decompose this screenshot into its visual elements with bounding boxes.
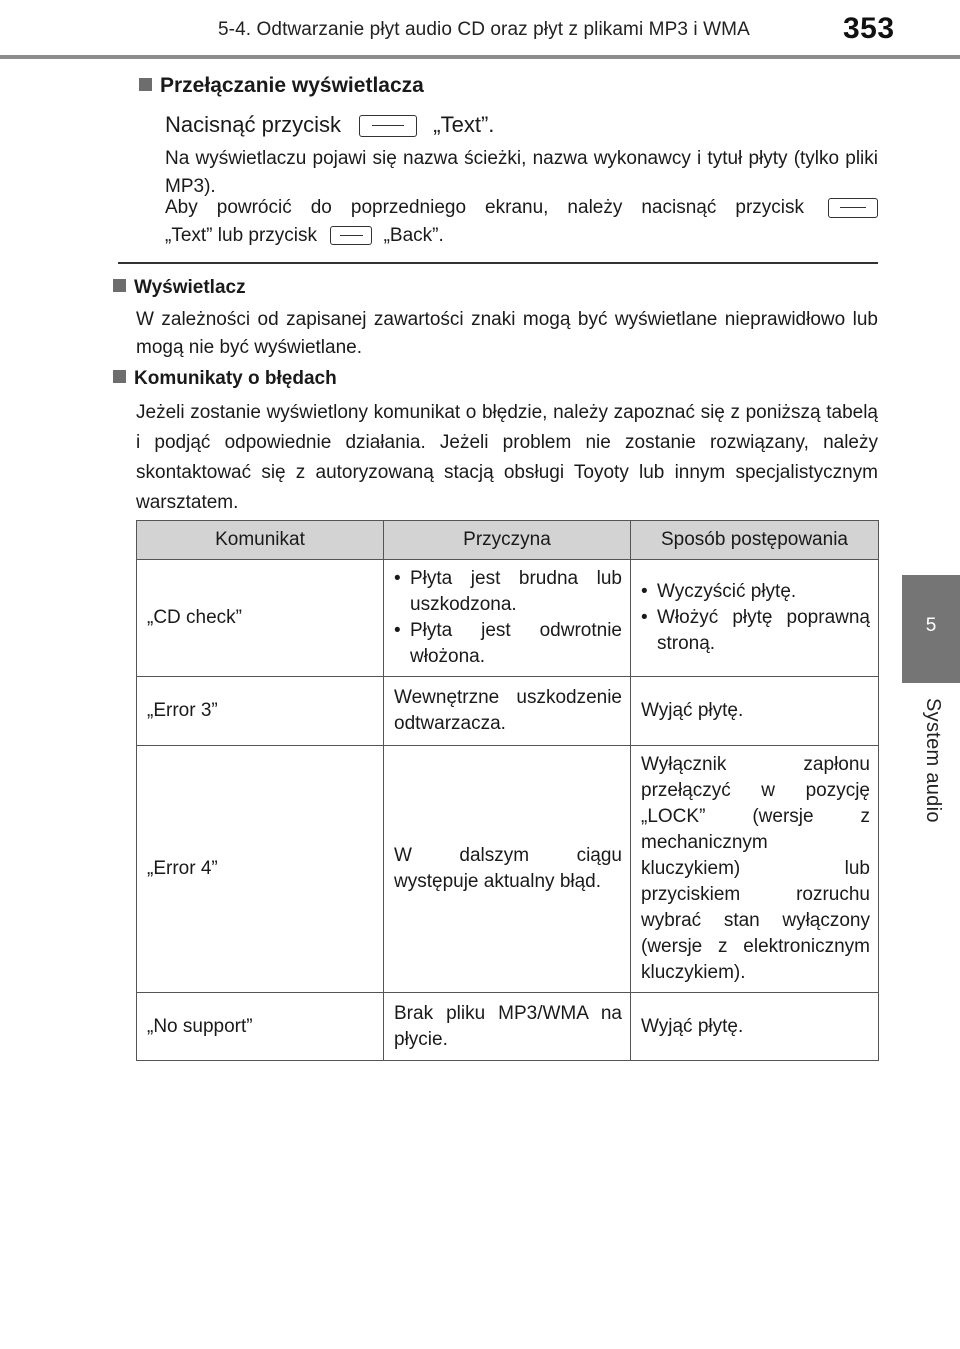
table-row [137,993,879,1061]
table-header-row [137,521,879,560]
page-header [0,0,960,56]
section-divider [118,262,878,264]
header-title: 5-4. Odtwarzanie płyt audio CD oraz płyt z plikami MP3 i WMA [218,19,750,40]
error-messages-table [136,520,879,1061]
square-bullet-icon [113,279,126,292]
display-text: W zależności od zapisanej zawartości znaki mogą być wyświetlane nieprawidłowo lub mogą nie być wyświetlane. [136,309,878,358]
para2-part3: „Back”. [383,225,444,246]
display-switch-para2-line1 [165,194,878,222]
para2-part2: „Text” lub przycisk [165,225,318,246]
chapter-label: System audio [922,698,944,823]
header-rule [0,55,960,59]
square-bullet-icon [113,370,126,383]
text-button-icon [359,115,417,137]
list-item: • Włożyć płytę poprawną stroną. [641,605,870,657]
action-cell [631,560,879,677]
cause-cell: Wewnętrzne uszkodzenie odtwarzacza. [384,677,631,746]
page-number: 353 [843,12,895,45]
column-header: Sposób postępowania [631,521,879,560]
message-cell: „Error 3” [137,677,384,746]
action-cell: Wyjąć płytę. [631,993,879,1061]
heading-text: Komunikaty o błędach [134,368,337,389]
list-item: • Płyta jest brudna lub uszkodzona. [394,566,622,618]
text-button-icon [828,198,878,218]
errors-text: Jeżeli zostanie wyświetlony komunikat o błędzie, należy zapoznać się z poniższą tabelą i podjąć odpowiednie działania. Jeżeli problem nie zostanie rozwiązany, należy skontaktować się z autoryzowaną stacją obsługi Toyoty lub innym specjalistycznym warsztatem. [136,402,878,513]
instruction-button-label: „Text”. [433,112,495,137]
table-row [137,746,879,993]
chapter-tab [902,575,960,683]
section-heading-errors [113,368,337,390]
table-row [137,560,879,677]
column-header: Przyczyna [384,521,631,560]
chapter-number: 5 [925,615,937,636]
cause-cell: W dalszym ciągu występuje aktualny błąd. [384,746,631,993]
action-cell: Wyłącznik zapłonu przełączyć w pozycję „LOCK” (wersje z mechanicznym kluczykiem) lub przyciskiem rozruchu wybrać stan wyłączony (wersje z elektronicznym kluczykiem). [631,746,879,993]
cause-cell [384,560,631,677]
message-cell: „Error 4” [137,746,384,993]
para2-part1: Aby powrócić do poprzedniego ekranu, należy nacisnąć przycisk [165,197,804,218]
action-cell: Wyjąć płytę. [631,677,879,746]
instruction-text: Nacisnąć przycisk [165,112,342,137]
message-cell: „CD check” [137,560,384,677]
heading-text: Wyświetlacz [134,277,246,298]
table-row [137,677,879,746]
cause-cell: Brak pliku MP3/WMA na płycie. [384,993,631,1061]
square-bullet-icon [139,78,152,91]
instruction-line [165,112,494,138]
column-header: Komunikat [137,521,384,560]
section-heading-display [113,277,246,299]
list-item: • Płyta jest odwrotnie włożona. [394,618,622,670]
display-switch-para1: Na wyświetlaczu pojawi się nazwa ścieżki, nazwa wykonawcy i tytuł płyty (tylko pliki MP3). [165,148,878,197]
section-heading-display-switch [139,74,424,98]
message-cell: „No support” [137,993,384,1061]
heading-text: Przełączanie wyświetlacza [160,74,424,97]
list-item: • Wyczyścić płytę. [641,579,870,605]
display-switch-para2-line2 [165,222,444,250]
back-button-icon [330,226,372,245]
